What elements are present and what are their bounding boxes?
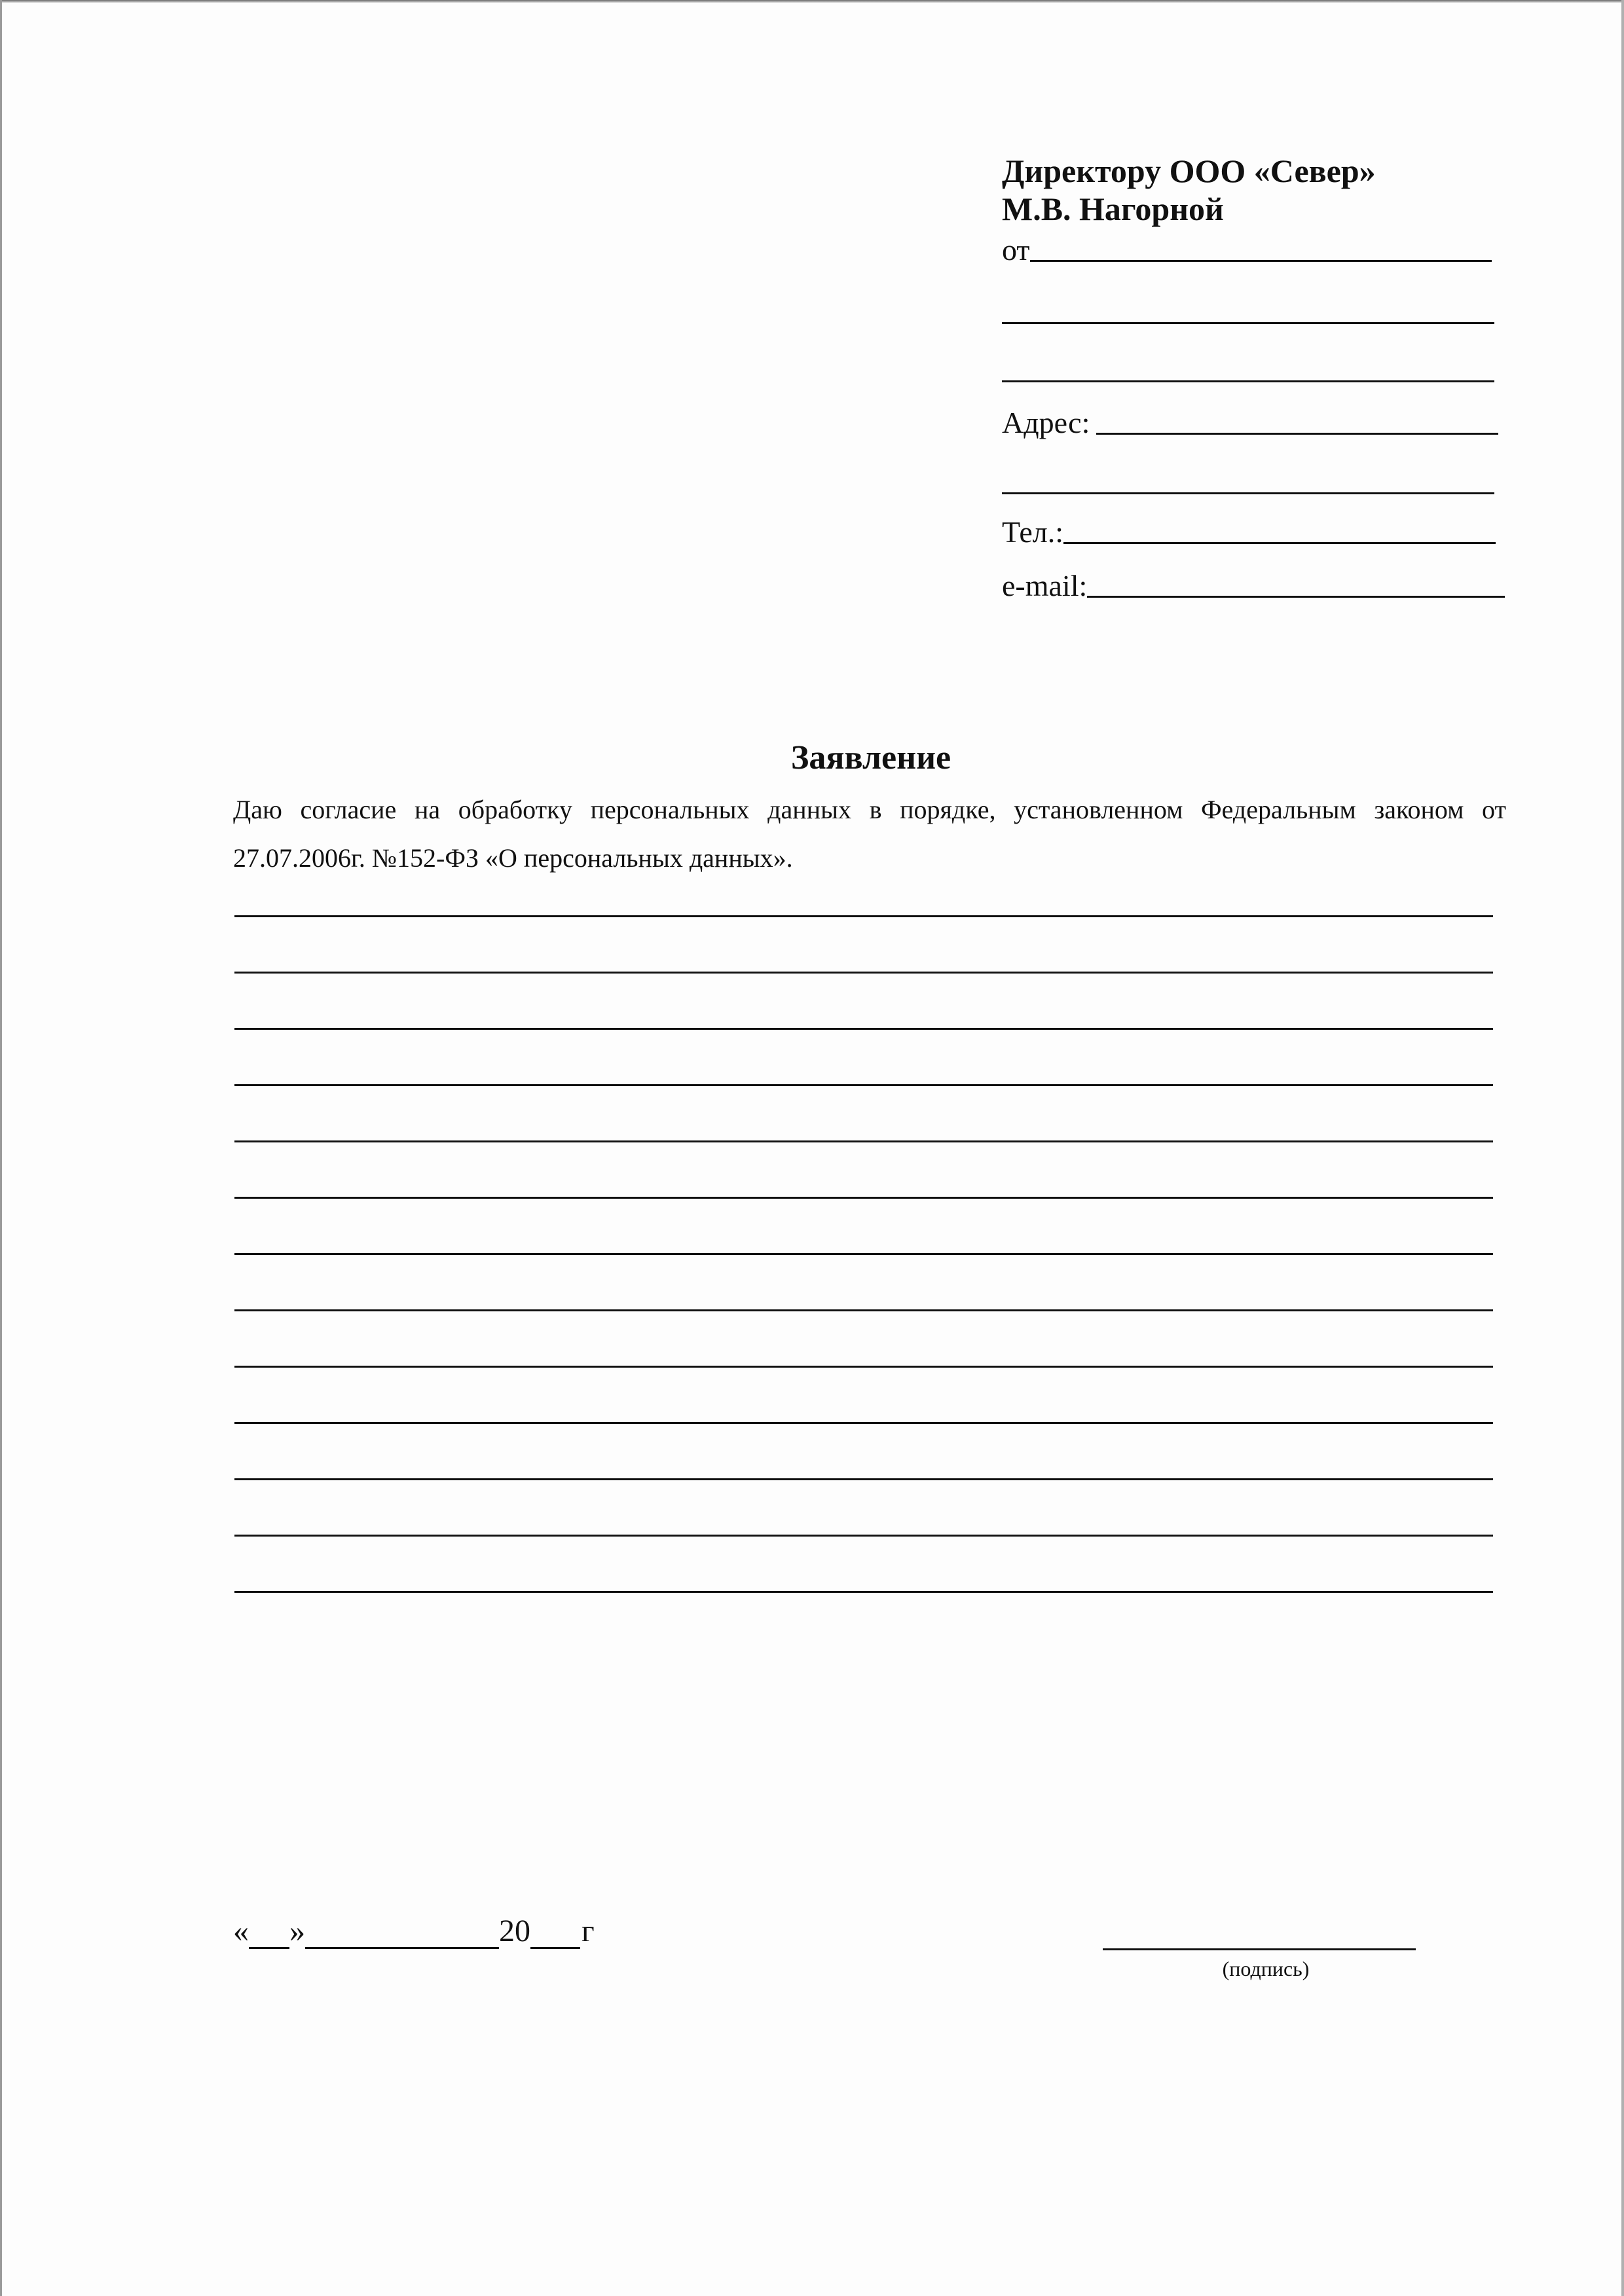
from-label: от [1002, 233, 1030, 266]
address-field[interactable] [1096, 433, 1498, 435]
ruled-line[interactable] [234, 1140, 1493, 1142]
ruled-line[interactable] [234, 1478, 1493, 1480]
ruled-line[interactable] [234, 1422, 1493, 1424]
ruled-line[interactable] [234, 1253, 1493, 1255]
ruled-line[interactable] [234, 1084, 1493, 1086]
ruled-line[interactable] [234, 1366, 1493, 1368]
phone-field[interactable] [1063, 542, 1496, 544]
from-row [1002, 230, 1492, 267]
year-blank[interactable] [530, 1918, 580, 1949]
addressee-line1: Директору ООО «Север» [1002, 153, 1376, 189]
document-title: Заявление [790, 739, 951, 776]
ruled-line[interactable] [234, 915, 1493, 917]
signature-block [1103, 1948, 1416, 1984]
ruled-line[interactable] [234, 1028, 1493, 1030]
address-row [1002, 401, 1498, 440]
day-blank[interactable] [249, 1918, 289, 1949]
email-label: e-mail: [1002, 569, 1088, 602]
ruled-line[interactable] [234, 1591, 1493, 1593]
address-label: Адрес: [1002, 406, 1090, 439]
ruled-line[interactable] [234, 972, 1493, 974]
date-close-quote: » [289, 1914, 305, 1948]
address-field-line-2[interactable] [1002, 492, 1494, 494]
year-prefix: 20 [499, 1914, 530, 1948]
from-field-line-3[interactable] [1002, 380, 1494, 382]
date-open-quote: « [233, 1914, 249, 1948]
phone-label: Тел.: [1002, 515, 1063, 549]
ruled-line[interactable] [234, 1309, 1493, 1311]
from-field[interactable] [1030, 260, 1492, 262]
addressee-block [1002, 152, 1513, 603]
scan-top-edge [0, 0, 1624, 3]
addressee-line2: М.В. Нагорной [1002, 191, 1224, 227]
scan-right-edge [1621, 0, 1624, 2296]
email-field[interactable] [1087, 596, 1505, 598]
signature-label: (подпись) [1222, 1957, 1310, 1980]
from-field-line-2[interactable] [1002, 322, 1494, 324]
month-blank[interactable] [305, 1918, 499, 1949]
consent-text: Даю согласие на обработку персональных данных в порядке, установленном Федеральным законом от 27.07.2006г. №152-ФЗ «О персональных данных». [233, 795, 1506, 873]
ruled-line[interactable] [234, 1535, 1493, 1537]
date-field [233, 1913, 595, 1949]
scan-left-edge [0, 0, 2, 2296]
phone-row [1002, 510, 1496, 549]
ruled-line[interactable] [234, 1197, 1493, 1199]
email-row [1002, 564, 1505, 603]
year-suffix: г [581, 1914, 595, 1948]
ruled-lines [234, 915, 1493, 1647]
signature-field[interactable] [1103, 1948, 1416, 1950]
